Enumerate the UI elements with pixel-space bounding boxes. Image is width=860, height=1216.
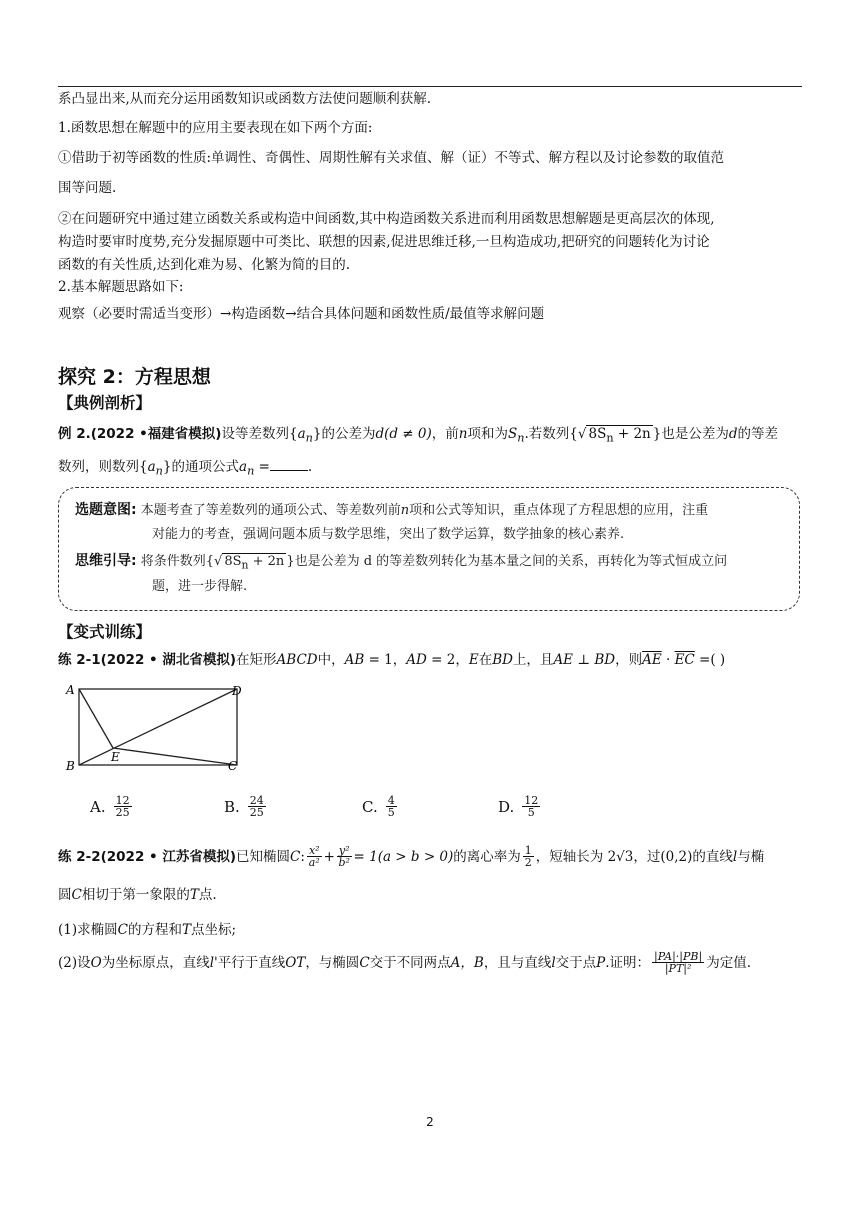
question-2: (2)设 O 为坐标原点，直线 l' 平行于直线 OT ，与椭圆 C 交于不同两点 A，B ，且与直线 l 交于点 P .证明： $\frac{|PA|\cdot|PB|}{\text{|PT|²}}$ 为定值. xyxy=(58,950,751,975)
exercise-2-1: 练 2-1(2022 • 湖北省模拟)在矩形ABCD中，AB = 1，AD = 2，E在BD上，且AE ⊥ BD，则$\overline{AE} \cdot \overline{EC}$ =( ) xyxy=(58,652,726,668)
intro-line-3: ①借助于初等函数的性质:单调性、奇偶性、周期性解有关求值、解（证）不等式、解方程以及讨论参数的取值范 xyxy=(58,150,725,166)
label-d: D xyxy=(232,684,242,698)
option-a[interactable]: A. $\frac{12}{25}$ xyxy=(90,794,130,819)
label-c: C xyxy=(228,759,238,773)
intro-line-6: 构造时要审时度势,充分发掘原题中可类比、联想的因素,促进思维迁移,一旦构造成功,把研究的问题转化为讨论 xyxy=(58,234,710,250)
guide-line-1: 思维引导: 将条件数列{√ $8S_n + 2n$ }也是公差为 d 的等差数列转化为基本量之间的关系，再转化为等式恒成立问 xyxy=(75,553,728,572)
variant-header: 【变式训练】 xyxy=(58,623,152,641)
page-number: 2 xyxy=(426,1115,434,1129)
exercise-2-1-label: 练 2-1(2022 • 湖北省模拟) xyxy=(58,652,237,668)
intro-line-1: 系凸显出来,从而充分运用函数知识或函数方法使问题顺利获解. xyxy=(58,91,432,107)
example-label: 例 2.(2022 •福建省模拟) xyxy=(58,426,222,442)
guide-line-2: 题，进一步得解. xyxy=(152,579,248,594)
intro-line-7: 函数的有关性质,达到化难为易、化繁为简的目的. xyxy=(58,257,351,273)
example-line-1: 例 2.(2022 •福建省模拟)设等差数列$\{a_n\}$的公差为d(d ≠ 0)，前n项和为$S_n$.若数列{√ $8S_n + 2n$ }也是公差为d的等差 xyxy=(58,426,779,445)
option-d[interactable]: D. $\frac{12}{5}$ xyxy=(498,794,539,819)
sqrt-expression: $8S_n + 2n$ xyxy=(588,426,651,445)
example-line-2: 数列，则数列$\{a_n\}$的通项公式$a_n$ = . xyxy=(58,459,313,478)
guide-label: 思维引导: xyxy=(75,553,137,569)
example-header: 【典例剖析】 xyxy=(58,394,152,412)
section-title: 探究 2：方程思想 xyxy=(58,366,211,388)
answer-blank[interactable] xyxy=(270,458,308,471)
rectangle-figure xyxy=(62,680,247,775)
segment-ec xyxy=(113,748,237,765)
question-1: (1)求椭圆C的方程和T点坐标; xyxy=(58,922,237,938)
option-c[interactable]: C. $\frac{4}{5}$ xyxy=(362,794,395,819)
intro-line-5: ②在问题研究中通过建立函数关系或构造中间函数,其中构造函数关系进而利用函数思想解题是更高层次的体现, xyxy=(58,211,715,227)
option-b[interactable]: B. $\frac{24}{25}$ xyxy=(224,794,264,819)
label-e: E xyxy=(111,750,120,764)
exercise-2-2: 练 2-2(2022 • 江苏省模拟) 已知椭圆 C : $\frac{\text{x²}}{\text{a²}}$ + $\frac{\text{y²}}{\text{b²}}$ = 1(a > b > 0) 的离心率为 $\frac{1}{2}$ ，短轴长为 2√3，过(0,2)的直线 l 与椭 xyxy=(58,844,765,869)
exercise-2-2-line-2: 圆C相切于第一象限的T点. xyxy=(58,887,217,903)
label-a: A xyxy=(66,683,75,697)
intro-line-9: 观察（必要时需适当变形）→构造函数→结合具体问题和函数性质/最值等求解问题 xyxy=(58,306,545,322)
intent-label: 选题意图: xyxy=(75,502,137,518)
intent-line-1: 选题意图: 本题考查了等差数列的通项公式、等差数列前n项和公式等知识，重点体现了方程思想的应用，注重 xyxy=(75,502,709,518)
segment-ae xyxy=(79,689,113,748)
intro-line-2: 1.函数思想在解题中的应用主要表现在如下两个方面: xyxy=(58,120,373,136)
header-rule xyxy=(58,86,802,87)
label-b: B xyxy=(66,759,75,773)
exercise-2-2-label: 练 2-2(2022 • 江苏省模拟) xyxy=(58,848,237,865)
intro-line-8: 2.基本解题思路如下: xyxy=(58,279,184,295)
intent-line-2: 对能力的考查，强调问题本质与数学思维，突出了数学运算，数学抽象的核心素养. xyxy=(152,527,625,542)
intro-line-4: 围等问题. xyxy=(58,180,117,196)
